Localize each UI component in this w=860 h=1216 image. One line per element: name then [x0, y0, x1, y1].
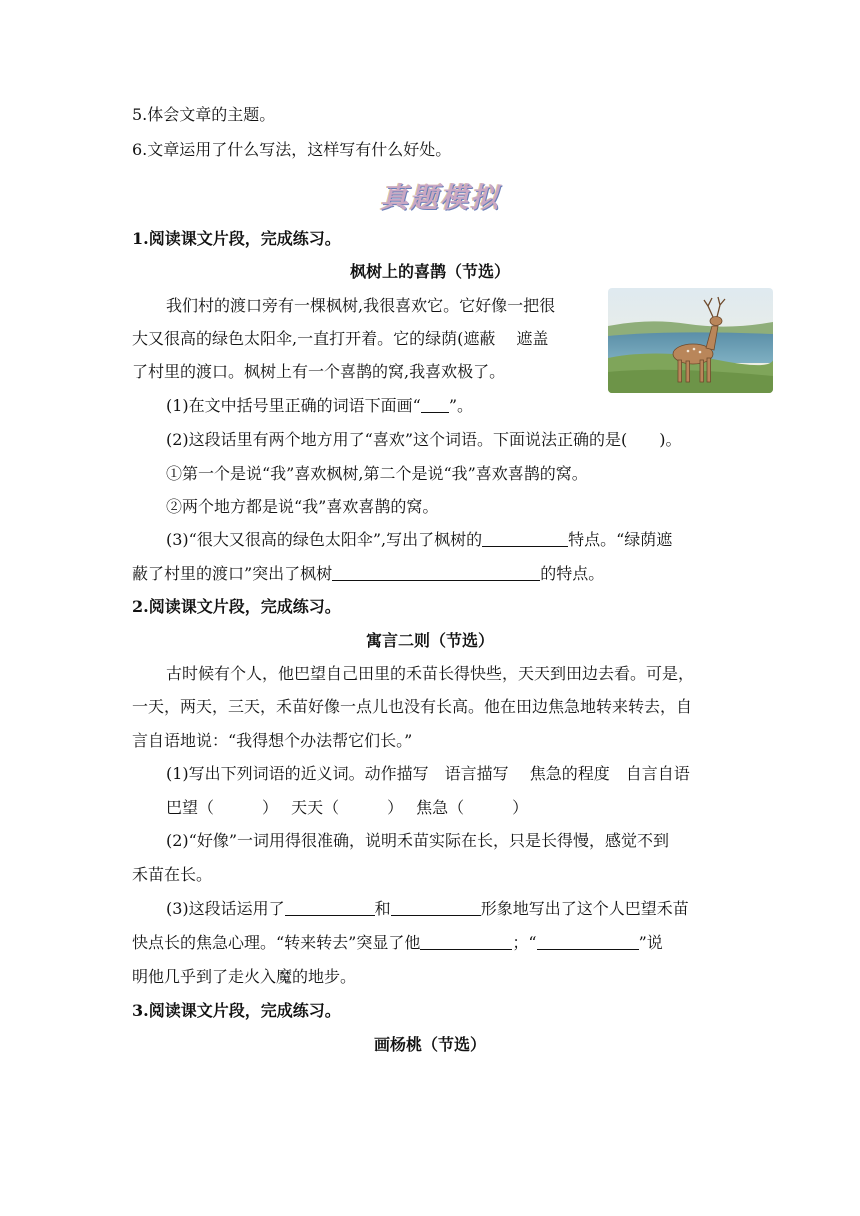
ex2-q3-blank-2 — [391, 899, 481, 916]
exercise-1-heading: 1.阅读课文片段，完成练习。 — [132, 229, 341, 248]
q3-blank-1 — [482, 530, 568, 547]
exercise-1-paragraph-line-2: 大又很高的绿色太阳伞,一直打开着。它的绿荫(遮蔽 遮盖 — [132, 329, 549, 348]
q3-blank-2 — [332, 564, 540, 581]
exercise-1-question-3-line-1 — [166, 529, 672, 551]
exercise-3-heading: 3.阅读课文片段，完成练习。 — [132, 1001, 341, 1020]
exercise-2-paragraph-line-1: 古时候有个人，他巴望自己田里的禾苗长得快些，天天到田边去看。可是， — [166, 664, 695, 683]
exercise-2-question-1-words: 巴望（ ） 天天（ ） 焦急（ ） — [166, 798, 529, 817]
exercise-2-question-3-line-2 — [132, 932, 663, 954]
q1-underline-blank — [421, 396, 449, 413]
ex2-q3-blank-4 — [537, 933, 639, 950]
exercise-2-question-1: (1)写出下列词语的近义词。动作描写 语言描写 焦急的程度 自言自语 — [166, 764, 690, 783]
exercise-1-question-2: (2)这段话里有两个地方用了“喜欢”这个词语。下面说法正确的是( )。 — [166, 430, 682, 449]
exercise-1-option-1: ①第一个是说“我”喜欢枫树,第二个是说“我”喜欢喜鹊的窝。 — [166, 464, 588, 483]
q3-text-b: 特点。“绿荫遮 — [568, 530, 673, 549]
q1-text: (1)在文中括号里正确的词语下面画“ — [166, 396, 421, 415]
q3-text-c: 蔽了村里的渡口”突出了枫树 — [132, 564, 333, 583]
section-banner: 真题模拟 — [380, 181, 501, 214]
ex2-q3-text-d: 快点长的焦急心理。“转来转去”突显了他 — [132, 933, 421, 952]
exercise-2-question-3-line-3: 明他几乎到了走火入魔的地步。 — [132, 967, 357, 986]
ex2-q3-text-e: ；“ — [512, 933, 537, 952]
exercise-2-paragraph-line-3: 言自语地说：“我得想个办法帮它们长。” — [132, 731, 413, 750]
question-5: 5.体会文章的主题。 — [132, 105, 276, 124]
ex2-q3-blank-1 — [285, 899, 375, 916]
exercise-1-question-3-line-2 — [132, 563, 604, 585]
q1-text-end: ”。 — [448, 396, 474, 415]
exercise-1-paragraph-line-3: 了村里的渡口。枫树上有一个喜鹊的窝,我喜欢极了。 — [132, 362, 506, 381]
q3-text-a: (3)“很大又很高的绿色太阳伞”,写出了枫树的 — [166, 530, 483, 549]
exercise-1-paragraph-line-1: 我们村的渡口旁有一棵枫树,我很喜欢它。它好像一把很 — [166, 296, 556, 315]
exercise-2-question-2-line-2: 禾苗在长。 — [132, 865, 213, 884]
ex2-q3-text-c: 形象地写出了这个人巴望禾苗 — [480, 899, 689, 918]
exercise-2-question-3-line-1 — [166, 898, 689, 920]
exercise-1-option-2: ②两个地方都是说“我”喜欢喜鹊的窝。 — [166, 497, 439, 516]
deer-illustration — [608, 288, 773, 393]
exercise-2-title: 寓言二则（节选） — [365, 631, 494, 650]
ex2-q3-text-b: 和 — [374, 899, 391, 918]
ex2-q3-text-f: ”说 — [638, 933, 663, 952]
exercise-1-title: 枫树上的喜鹊（节选） — [349, 262, 510, 281]
exercise-2-question-2-line-1: (2)“好像”一词用得很准确，说明禾苗实际在长，只是长得慢，感觉不到 — [166, 831, 670, 850]
ex2-q3-blank-3 — [420, 933, 512, 950]
exercise-3-title: 画杨桃（节选） — [373, 1035, 486, 1054]
exercise-2-heading: 2.阅读课文片段，完成练习。 — [132, 597, 341, 616]
exercise-2-paragraph-line-2: 一天，两天，三天，禾苗好像一点儿也没有长高。他在田边焦急地转来转去，自 — [132, 697, 693, 716]
q3-text-d: 的特点。 — [540, 564, 605, 583]
exercise-1-question-1 — [166, 395, 473, 417]
deer-by-lake-icon — [608, 288, 773, 393]
ex2-q3-text-a: (3)这段话运用了 — [166, 899, 285, 918]
question-6: 6.文章运用了什么写法，这样写有什么好处。 — [132, 140, 452, 159]
